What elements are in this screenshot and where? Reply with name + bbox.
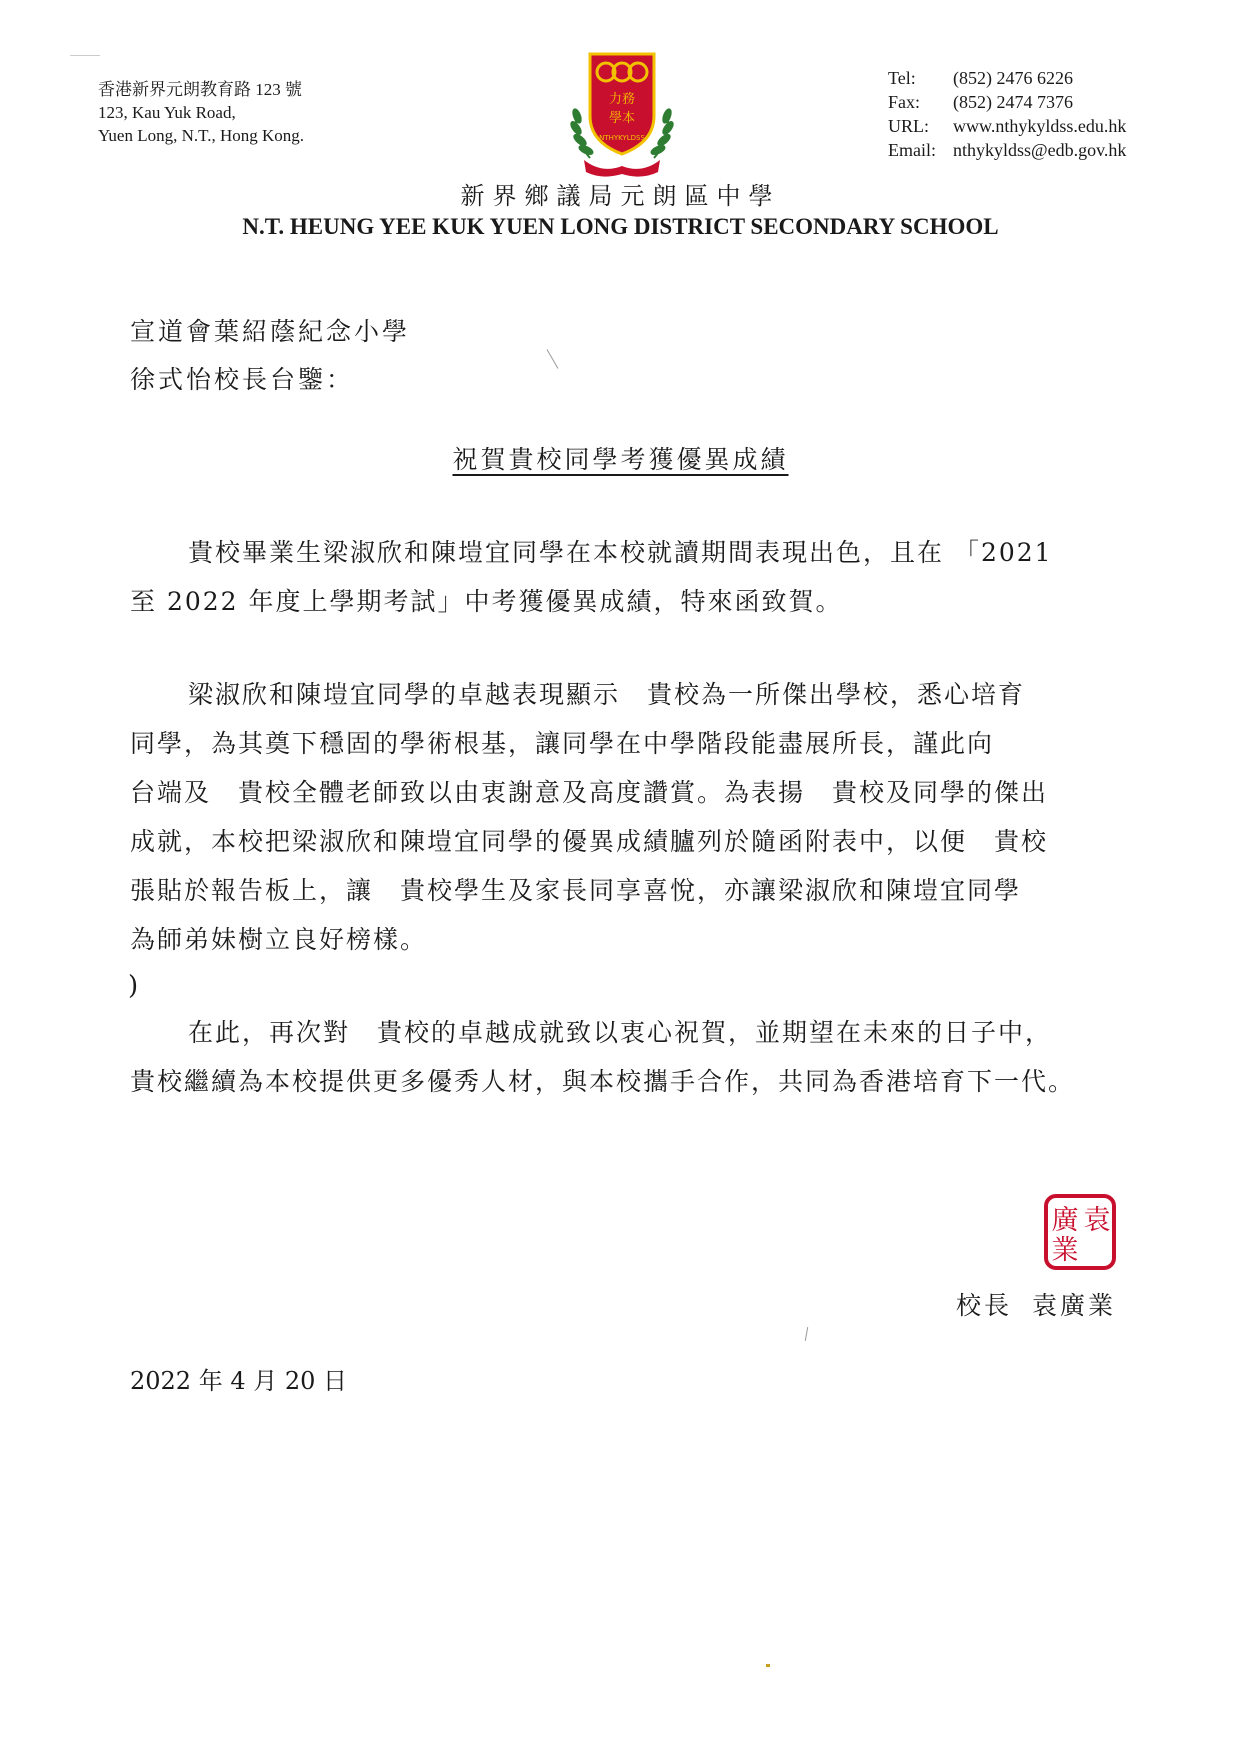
paragraph-line: 為師弟妹樹立良好榜樣。 — [130, 925, 428, 954]
stray-parenthesis: ) — [128, 971, 139, 1001]
crest-motto-top: 力務 — [608, 92, 636, 107]
scan-mark — [805, 1327, 808, 1341]
contact-label: URL: — [888, 116, 930, 136]
letter-title — [0, 444, 1241, 476]
signatory-name: 袁廣業 — [1032, 1291, 1117, 1320]
contact-label: Fax: — [888, 92, 921, 112]
signatory-title: 校長 — [956, 1291, 1013, 1320]
scan-mark — [547, 349, 559, 369]
paragraph-line: 貴校繼續為本校提供更多優秀人材，與本校攜手合作，共同為香港培育下一代。 — [130, 1067, 1076, 1096]
recipient-school: 宣道會葉紹蔭紀念小學 — [130, 317, 411, 346]
email-address: nthykyldss@edb.gov.hk — [953, 140, 1127, 160]
paragraph-line: 同學，為其奠下穩固的學術根基，讓同學在中學階段能盡展所長，謹此向 — [130, 729, 995, 758]
telephone-number: (852) 2476 6226 — [953, 68, 1073, 88]
contact-row — [888, 66, 1126, 90]
contact-label: Email: — [888, 140, 936, 160]
school-name-chinese: 新界鄉議局元朗區中學 — [460, 182, 781, 210]
contact-row — [888, 114, 1126, 138]
scan-mark — [70, 55, 100, 56]
crest-motto-bottom: 學本 — [608, 111, 636, 126]
paragraph-line: 台端及 貴校全體老師致以由衷謝意及高度讚賞。為表揚 貴校及同學的傑出 — [130, 778, 1049, 807]
paragraph-congratulations — [130, 528, 1120, 626]
address-line-street: 123, Kau Yuk Road, — [98, 103, 236, 122]
letter-date: 2022 年 4 月 20 日 — [130, 1367, 348, 1395]
principal-seal-stamp — [1043, 1193, 1117, 1271]
paragraph-line: 貴校畢業生梁淑欣和陳塏宜同學在本校就讀期間表現出色，且在 「2021 — [188, 538, 1053, 567]
scan-mark — [766, 1664, 770, 1667]
paragraph-line: 張貼於報告板上，讓 貴校學生及家長同享喜悅，亦讓梁淑欣和陳塏宜同學 — [130, 876, 1022, 905]
website-url: www.nthykyldss.edu.hk — [953, 116, 1127, 136]
contact-row — [888, 138, 1126, 162]
paragraph-line: 至 2022 年度上學期考試」中考獲優異成績，特來函致賀。 — [130, 587, 843, 616]
letter-title-text: 祝賀貴校同學考獲優異成績 — [452, 445, 789, 474]
seal-char: 廣 — [1051, 1205, 1079, 1236]
seal-char: 袁 — [1083, 1205, 1111, 1236]
paragraph-closing — [130, 1008, 1120, 1106]
signatory — [956, 1290, 1116, 1322]
school-address — [98, 78, 304, 147]
contact-label: Tel: — [888, 68, 916, 88]
fax-number: (852) 2474 7376 — [953, 92, 1073, 112]
paragraph-appreciation — [130, 670, 1120, 964]
seal-char: 業 — [1051, 1235, 1079, 1266]
paragraph-line: 梁淑欣和陳塏宜同學的卓越表現顯示 貴校為一所傑出學校，悉心培育 — [188, 680, 1026, 709]
paragraph-line: 在此，再次對 貴校的卓越成就致以衷心祝賀，並期望在未來的日子中， — [188, 1018, 1053, 1047]
address-line-city: Yuen Long, N.T., Hong Kong. — [98, 126, 305, 145]
crest-ribbon-text: NTHYKYLDSS — [599, 134, 645, 142]
school-contact-info — [888, 66, 1126, 162]
school-crest-logo — [562, 50, 682, 180]
paragraph-line: 成就，本校把梁淑欣和陳塏宜同學的優異成績臚列於隨函附表中，以便 貴校 — [130, 827, 1049, 856]
address-line-zh: 香港新界元朗教育路 123 號 — [98, 80, 302, 99]
school-name-english: N.T. HEUNG YEE KUK YUEN LONG DISTRICT SECONDARY SCHOOL — [242, 214, 999, 239]
recipient-person: 徐式怡校長台鑒： — [130, 365, 355, 394]
contact-row — [888, 90, 1126, 114]
